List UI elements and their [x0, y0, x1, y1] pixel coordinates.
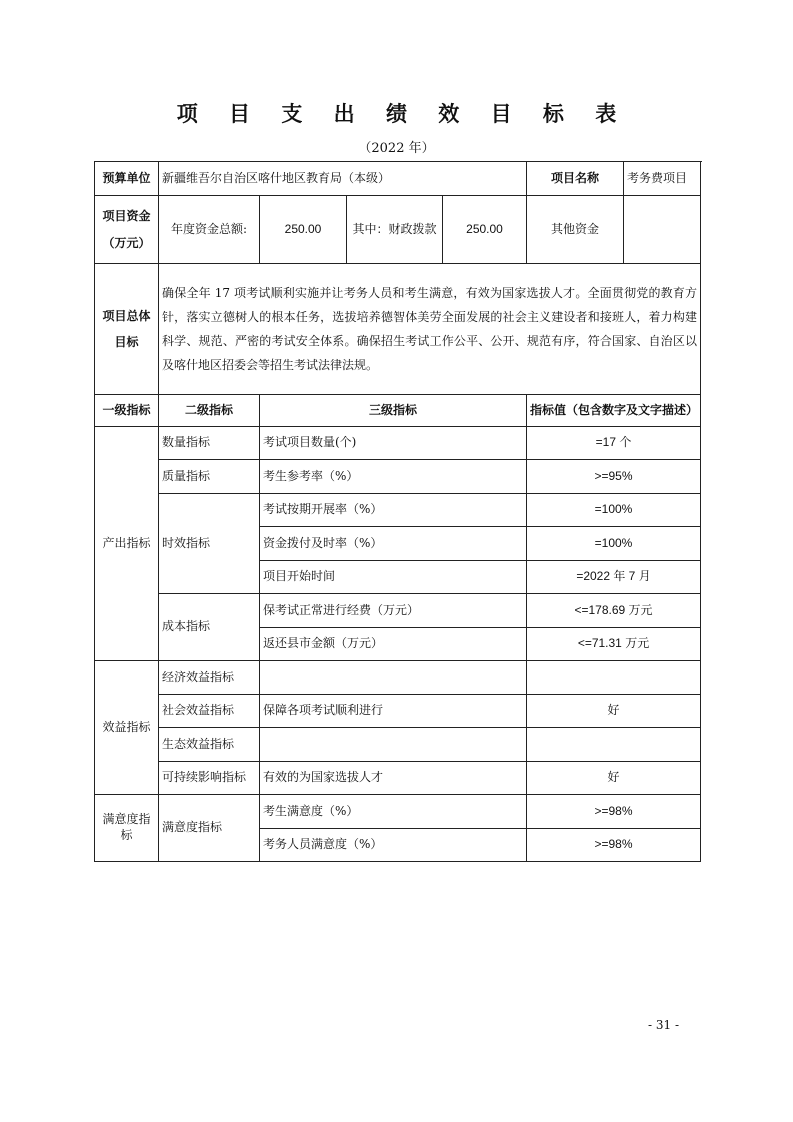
level2-sustainable: 可持续影响指标: [159, 762, 260, 795]
indicator-value: =17 个: [527, 427, 701, 460]
indicator-row: [95, 494, 701, 527]
level2-cost: 成本指标: [159, 594, 260, 661]
goal-label: 项目总体目标: [95, 264, 159, 395]
level2-ecological: 生态效益指标: [159, 728, 260, 762]
indicator-name: [260, 661, 527, 695]
indicator-row: [95, 728, 701, 762]
indicator-name: 返还县市金额（万元）: [260, 628, 527, 661]
indicator-row: [95, 795, 701, 829]
level1-benefit: 效益指标: [95, 661, 159, 795]
budget-unit-label: 预算单位: [95, 162, 159, 196]
funds-row: [95, 196, 701, 264]
goal-text: 确保全年 17 项考试顺利实施并让考务人员和考生满意，有效为国家选拔人才。全面贯彻党的教育方针，落实立德树人的根本任务，选拔培养德智体美劳全面发展的社会主义建设者和接班人，着力构建科学、规范、严密的考试安全体系。确保招生考试工作公平、公开、规范有序，符合国家、自治区以及喀什地区招委会等招生考试法律法规。: [159, 264, 701, 395]
level1-satisfaction: 满意度指标: [95, 795, 159, 862]
performance-target-table: [94, 161, 701, 862]
column-level1: 一级指标: [95, 395, 159, 427]
level2-satisfaction: 满意度指标: [159, 795, 260, 862]
annual-total-label: 年度资金总额:: [159, 196, 260, 264]
funds-label: 项目资金（万元）: [95, 196, 159, 264]
indicator-row: [95, 661, 701, 695]
indicator-row: [95, 695, 701, 728]
indicator-row: [95, 460, 701, 494]
fiscal-label: 其中：财政拨款: [347, 196, 443, 264]
header-row: [95, 162, 701, 196]
indicator-name: 考试项目数量(个): [260, 427, 527, 460]
project-name-label: 项目名称: [527, 162, 624, 196]
indicator-row: [95, 762, 701, 795]
indicator-value: 好: [527, 695, 701, 728]
project-name-value: 考务费项目: [624, 162, 701, 196]
indicator-name: 考务人员满意度（%）: [260, 829, 527, 862]
other-funds-label: 其他资金: [527, 196, 624, 264]
indicator-value: =100%: [527, 527, 701, 561]
indicator-name: 项目开始时间: [260, 561, 527, 594]
indicator-value: >=95%: [527, 460, 701, 494]
fiscal-value: 250.00: [443, 196, 527, 264]
indicator-row: [95, 594, 701, 628]
year-subtitle: （2022 年）: [358, 141, 435, 156]
indicator-name: 资金拨付及时率（%）: [260, 527, 527, 561]
column-level3: 三级指标: [260, 395, 527, 427]
indicator-value: 好: [527, 762, 701, 795]
budget-unit-value: 新疆维吾尔自治区喀什地区教育局（本级）: [159, 162, 527, 196]
indicator-row: [95, 427, 701, 460]
level2-economic: 经济效益指标: [159, 661, 260, 695]
annual-total-value: 250.00: [260, 196, 347, 264]
indicator-value: >=98%: [527, 829, 701, 862]
column-level2: 二级指标: [159, 395, 260, 427]
level2-social: 社会效益指标: [159, 695, 260, 728]
indicator-value: <=71.31 万元: [527, 628, 701, 661]
level2-quantity: 数量指标: [159, 427, 260, 460]
indicator-name: 保考试正常进行经费（万元）: [260, 594, 527, 628]
indicator-name: 考试按期开展率（%）: [260, 494, 527, 527]
column-value: 指标值（包含数字及文字描述）: [527, 395, 701, 427]
other-funds-value: [624, 196, 701, 264]
goal-row: [95, 264, 701, 395]
indicator-name: 考生满意度（%）: [260, 795, 527, 829]
page-title: 项 目 支 出 绩 效 目 标 表: [176, 101, 629, 126]
indicator-name: 有效的为国家选拔人才: [260, 762, 527, 795]
indicator-value: [527, 661, 701, 695]
indicator-value: =2022 年 7 月: [527, 561, 701, 594]
columns-header-row: [95, 395, 701, 427]
indicator-value: >=98%: [527, 795, 701, 829]
level2-timeliness: 时效指标: [159, 494, 260, 594]
indicator-value: =100%: [527, 494, 701, 527]
page-number: - 31 -: [648, 1018, 680, 1032]
indicator-value: <=178.69 万元: [527, 594, 701, 628]
level2-quality: 质量指标: [159, 460, 260, 494]
indicator-value: [527, 728, 701, 762]
level1-output: 产出指标: [95, 427, 159, 661]
indicator-name: 保障各项考试顺利进行: [260, 695, 527, 728]
indicator-name: 考生参考率（%）: [260, 460, 527, 494]
indicator-name: [260, 728, 527, 762]
